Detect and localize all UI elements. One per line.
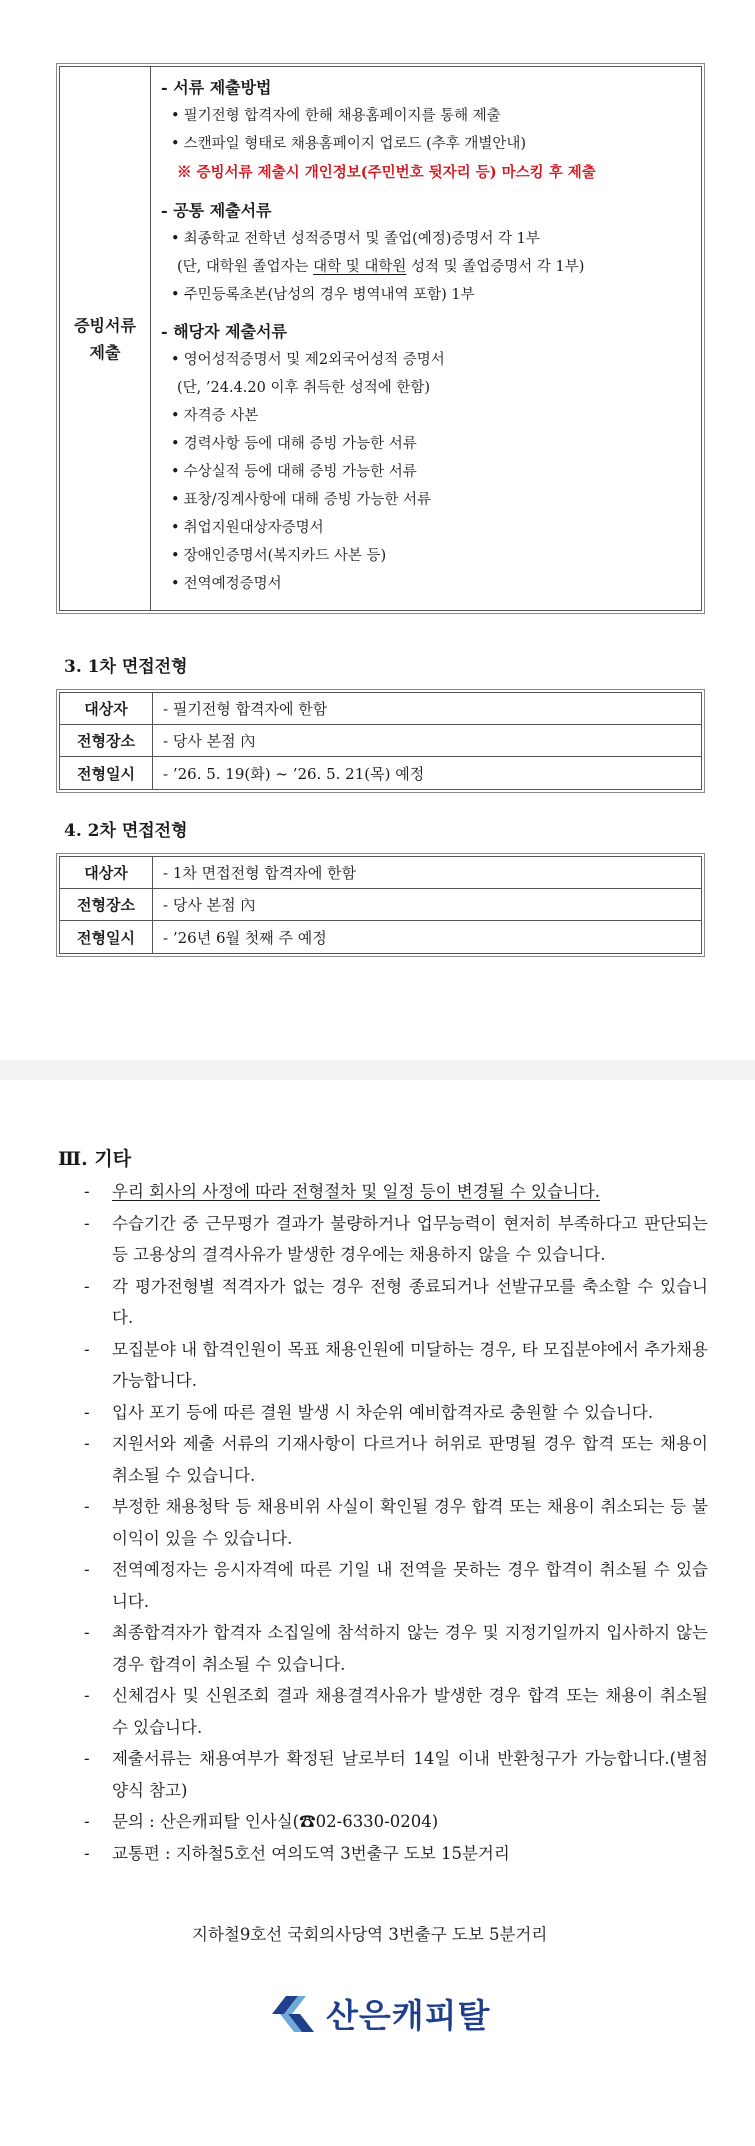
- interview2-table: [59, 856, 702, 954]
- logo-mark-icon: [268, 1991, 318, 2037]
- interview2-value: - 1차 면접전형 합격자에 한함: [163, 864, 357, 882]
- interview2-value: - ’26년 6월 첫째 주 예정: [163, 928, 327, 947]
- masking-warning: ※ 증빙서류 제출시 개인정보(주민번호 뒷자리 등) 마스킹 후 제출: [177, 164, 596, 181]
- table-row: [60, 857, 701, 889]
- applicable-doc-item: • 장애인증명서(복지카드 사본 등): [171, 548, 387, 564]
- applicable-doc-item: • 영어성적증명서 및 제2외국어성적 증명서: [171, 352, 445, 368]
- table-row: [60, 921, 701, 953]
- list-item: - 지원서와 제출 서류의 기재사항이 다르거나 허위로 판명될 경우 합격 또는 채용이 취소될 수 있습니다.: [84, 1434, 708, 1485]
- interview1-value: - ’26. 5. 19(화) ~ ’26. 5. 21(목) 예정: [163, 764, 425, 783]
- applicable-doc-item: • 수상실적 등에 대해 증빙 가능한 서류: [171, 464, 417, 480]
- interview2-value: - 당사 본점 內: [163, 896, 256, 914]
- notice-list: [84, 1176, 708, 1869]
- documents-body: [151, 67, 701, 610]
- submit-method-heading: - 서류 제출방법: [161, 78, 272, 97]
- company-logo: [268, 1990, 490, 2037]
- interview1-value: - 당사 본점 內: [163, 732, 256, 750]
- list-item: - 신체검사 및 신원조회 결과 채용결격사유가 발생한 경우 합격 또는 채용이 취소될 수 있습니다.: [84, 1686, 708, 1737]
- transport-item: - 교통편 : 지하철5호선 여의도역 3번출구 도보 15분거리: [84, 1843, 510, 1863]
- table-row: [60, 725, 701, 757]
- table-row: [60, 889, 701, 921]
- interview1-key: 전형장소: [60, 725, 153, 756]
- document-page-2: [0, 1080, 755, 2146]
- list-item: - 최종합격자가 합격자 소집일에 참석하지 않는 경우 및 지정기일까지 입사하지 않는 경우 합격이 취소될 수 있습니다.: [84, 1623, 708, 1674]
- transport-line-2: 지하철9호선 국회의사당역 3번출구 도보 5분거리: [192, 1925, 548, 1944]
- common-doc-note: (단, 대학원 졸업자는 대학 및 대학원 성적 및 졸업증명서 각 1부): [177, 259, 585, 275]
- common-docs-heading: - 공통 제출서류: [161, 201, 272, 220]
- list-item: - 입사 포기 등에 따른 결원 발생 시 차순위 예비합격자로 충원할 수 있습니다.: [84, 1402, 654, 1422]
- table-row: [60, 757, 701, 789]
- interview2-title: 4. 2차 면접전형: [64, 821, 188, 841]
- applicable-doc-item: • 취업지원대상자증명서: [171, 520, 324, 536]
- list-item: - 모집분야 내 합격인원이 목표 채용인원에 미달하는 경우, 타 모집분야에서 추가채용 가능합니다.: [84, 1339, 708, 1390]
- document-page-1: [0, 0, 755, 1060]
- interview2-key: 대상자: [60, 857, 153, 888]
- documents-table: [59, 66, 702, 611]
- list-item: - 수습기간 중 근무평가 결과가 불량하거나 업무능력이 현저히 부족하다고 판단되는 등 고용상의 결격사유가 발생한 경우에는 채용하지 않을 수 있습니다.: [84, 1213, 708, 1264]
- list-item: - 부정한 채용청탁 등 채용비위 사실이 확인될 경우 합격 또는 채용이 취소되는 등 불이익이 있을 수 있습니다.: [84, 1497, 708, 1548]
- list-item: - 전역예정자는 응시자격에 따른 기일 내 전역을 못하는 경우 합격이 취소될 수 있습니다.: [84, 1560, 708, 1611]
- list-item: - 각 평가전형별 적격자가 없는 경우 전형 종료되거나 선발규모를 축소할 수 있습니다.: [84, 1276, 708, 1327]
- list-item: - 제출서류는 채용여부가 확정된 날로부터 14일 이내 반환청구가 가능합니다.(별첨 양식 참고): [84, 1749, 708, 1800]
- applicable-doc-item: • 전역예정증명서: [171, 576, 282, 592]
- interview1-title: 3. 1차 면접전형: [64, 657, 188, 677]
- applicable-doc-item: • 표창/징계사항에 대해 증빙 가능한 서류: [171, 492, 431, 508]
- applicable-doc-note: (단, ’24.4.20 이후 취득한 성적에 한함): [177, 380, 430, 396]
- common-doc-item: • 최종학교 전학년 성적증명서 및 졸업(예정)증명서 각 1부: [171, 231, 540, 247]
- submit-method-item: • 스캔파일 형태로 채용홈페이지 업로드 (추후 개별안내): [171, 136, 527, 152]
- interview2-key: 전형장소: [60, 889, 153, 920]
- interview2-key: 전형일시: [60, 921, 153, 953]
- interview1-key: 대상자: [60, 693, 153, 724]
- applicable-docs-heading: - 해당자 제출서류: [161, 322, 287, 341]
- interview1-key: 전형일시: [60, 757, 153, 789]
- interview1-table: [59, 692, 702, 790]
- documents-label: 증빙서류 제출: [60, 67, 151, 610]
- common-doc-item: • 주민등록초본(남성의 경우 병역내역 포함) 1부: [171, 287, 475, 303]
- contact-item: - 문의 : 산은캐피탈 인사실(☎02-6330-0204): [84, 1812, 439, 1831]
- misc-title: Ⅲ. 기타: [58, 1148, 132, 1170]
- list-item: - 우리 회사의 사정에 따라 전형절차 및 일정 등이 변경될 수 있습니다.: [84, 1182, 601, 1201]
- applicable-doc-item: • 자격증 사본: [171, 408, 259, 424]
- applicable-doc-item: • 경력사항 등에 대해 증빙 가능한 서류: [171, 436, 417, 452]
- interview1-value: - 필기전형 합격자에 한함: [163, 700, 328, 718]
- table-row: [60, 693, 701, 725]
- logo-text: 산은캐피탈: [326, 1996, 491, 2035]
- submit-method-item: • 필기전형 합격자에 한해 채용홈페이지를 통해 제출: [171, 108, 501, 124]
